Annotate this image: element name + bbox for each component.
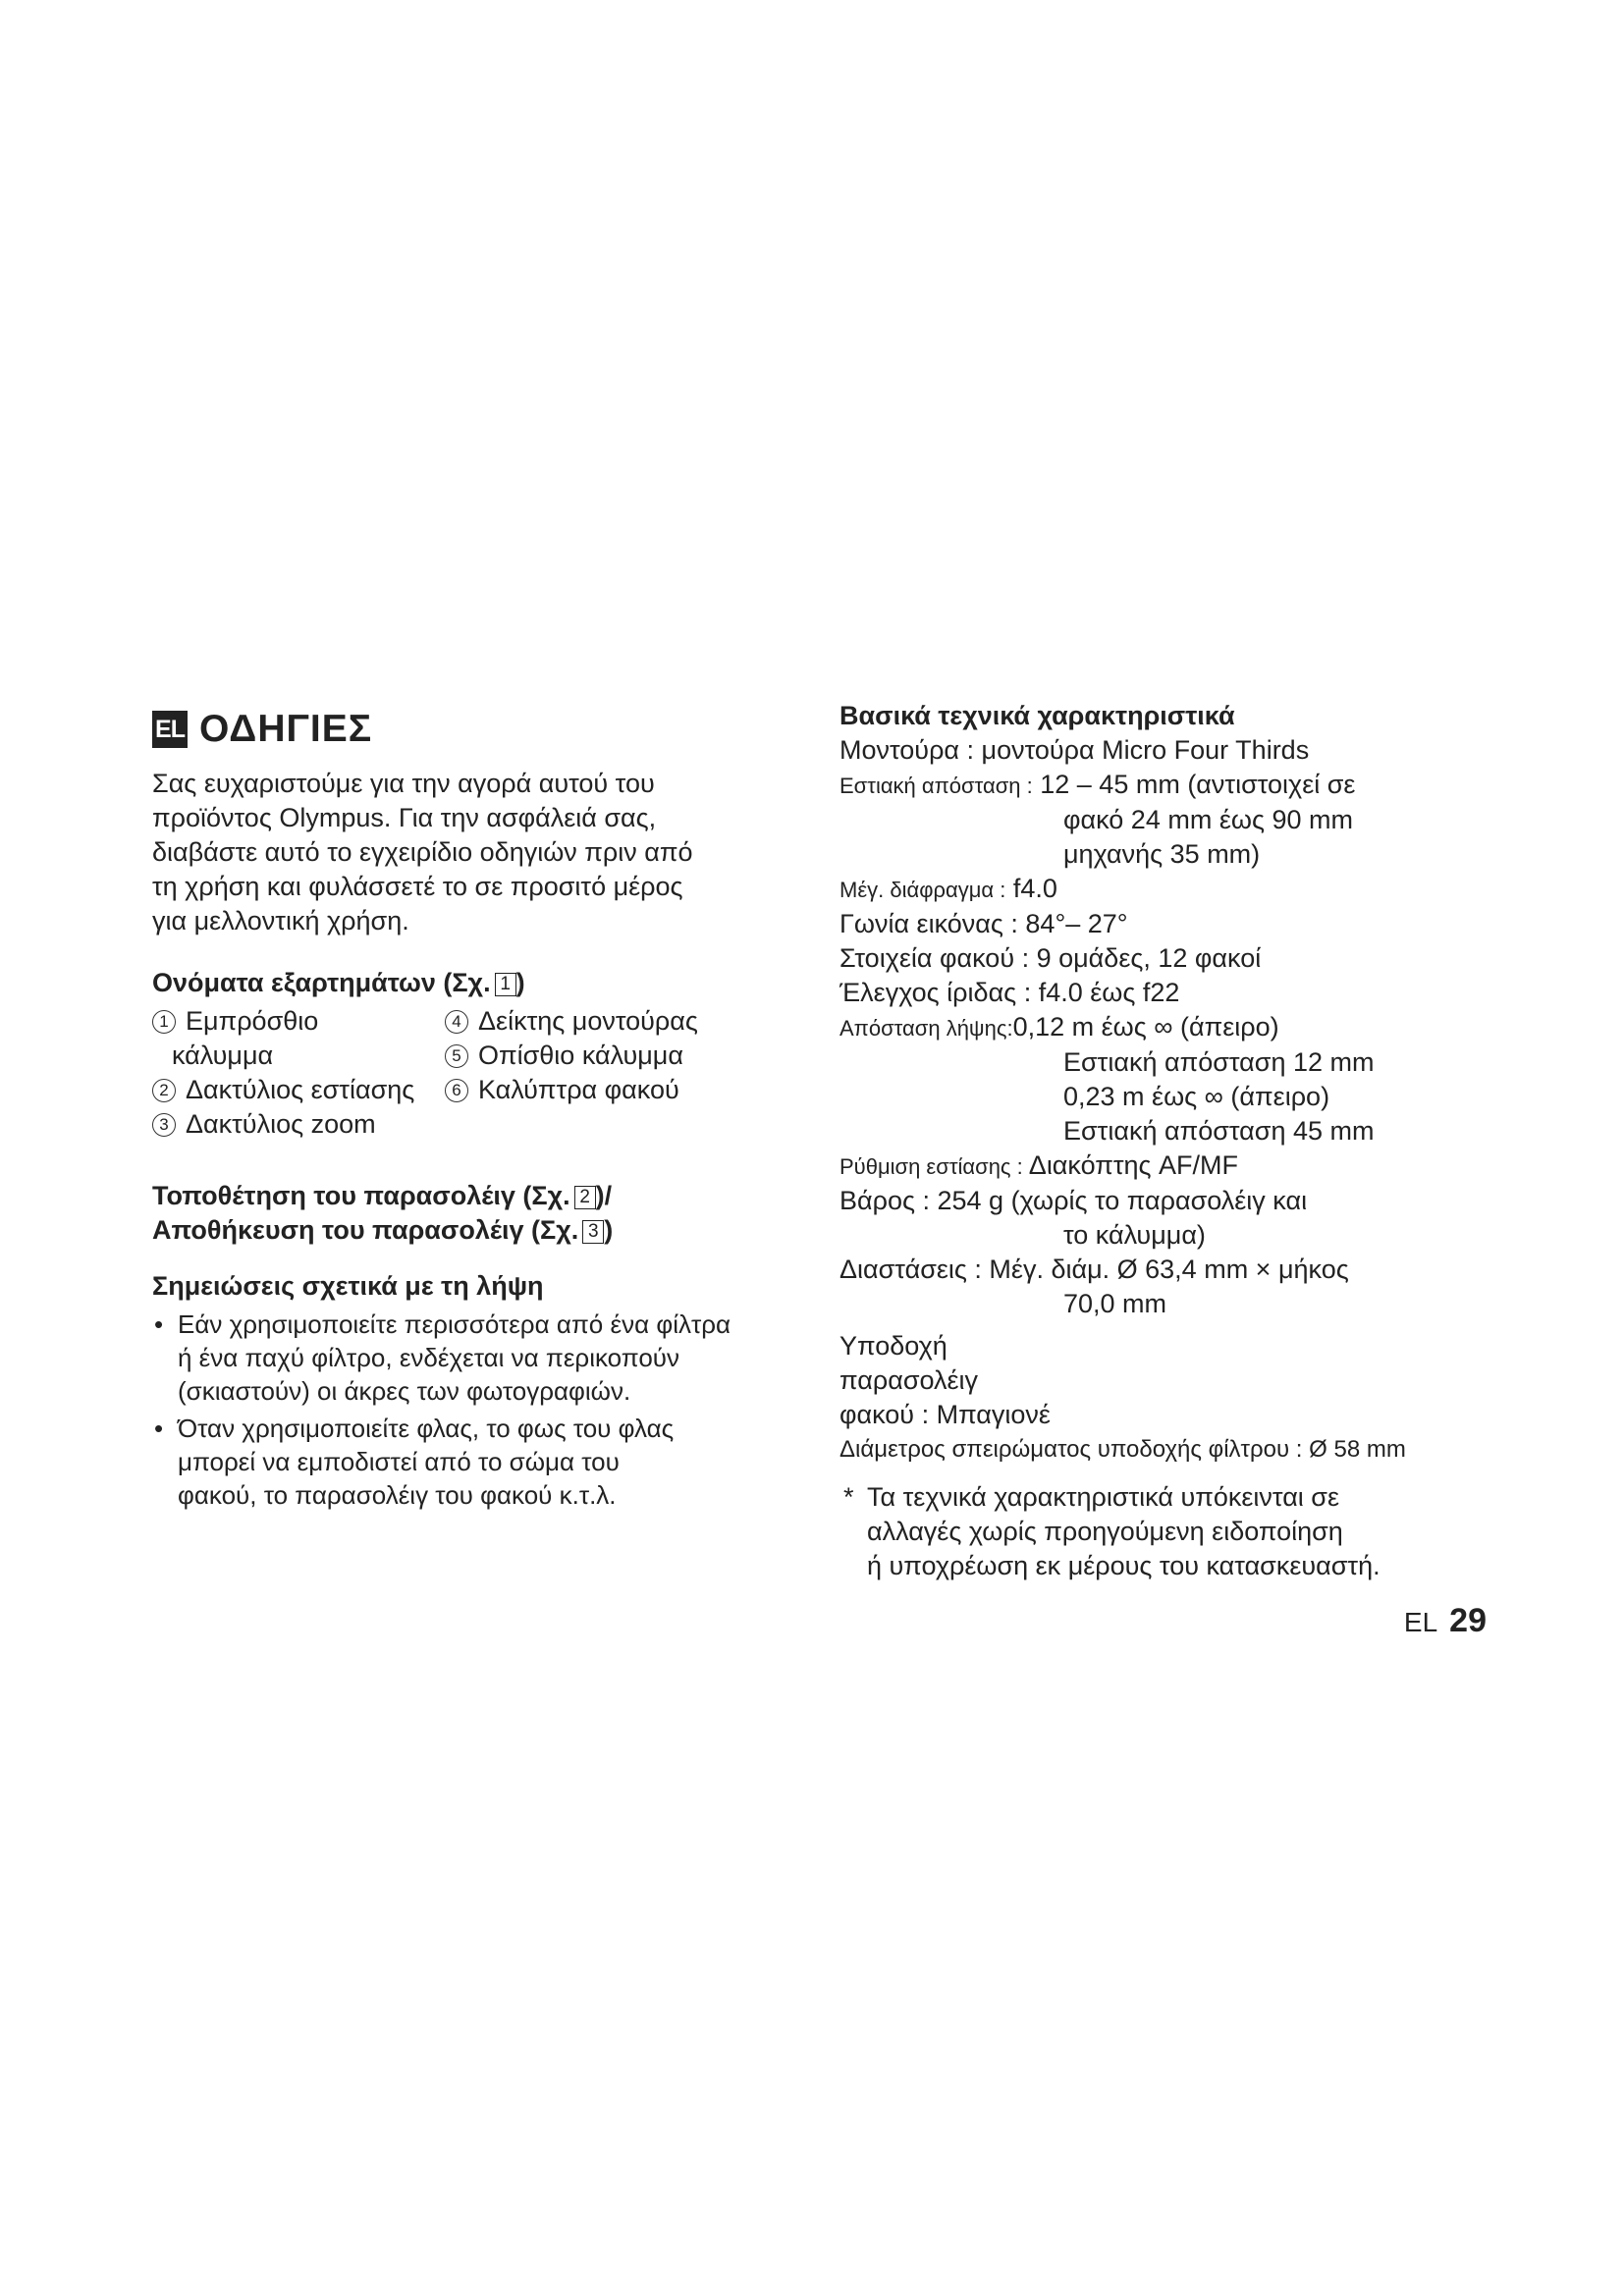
footnote-line: ή υποχρέωση εκ μέρους του κατασκευαστή. (867, 1551, 1380, 1580)
spec-weight: Βάρος : 254 g (χωρίς το παρασολέιγ και (839, 1186, 1308, 1215)
spec-focus: Ρύθμιση εστίασης : Διακόπτης AF/MF (839, 1150, 1239, 1180)
footnote-line: αλλαγές χωρίς προηγούμενη ειδοποίηση (867, 1517, 1343, 1546)
note-line: μπορεί να εμποδιστεί από το σώμα του (178, 1447, 620, 1476)
spec-iris: Έλεγχος ίριδας : f4.0 έως f22 (839, 978, 1180, 1007)
spec-aperture: Μέγ. διάφραγμα : f4.0 (839, 874, 1057, 903)
page-title: ΟΔΗΓΙΕΣ (199, 708, 373, 750)
part-number: 6 (445, 1079, 468, 1102)
note-line: Όταν χρησιμοποιείτε φλας, το φως του φλας (178, 1414, 675, 1443)
spec-hood-mount-cont: φακού : Μπαγιονέ (839, 1400, 1051, 1429)
notes-heading: Σημειώσεις σχετικά με τη λήψη (152, 1271, 544, 1301)
spec-angle: Γωνία εικόνας : 84°– 27° (839, 909, 1128, 938)
title-row (152, 702, 800, 757)
left-column (152, 702, 800, 1512)
note-line: Εάν χρησιμοποιείτε περισσότερα από ένα φίλτρα (178, 1309, 731, 1339)
hood-section (152, 1179, 800, 1248)
specs-heading: Βασικά τεχνικά χαρακτηριστικά (839, 701, 1235, 730)
spec-mount: Μοντούρα : μοντούρα Micro Four Thirds (839, 735, 1310, 765)
part-2: 2 Δακτύλιος εστίασης (152, 1073, 414, 1107)
spec-shooting-cont: Εστιακή απόσταση 45 mm (1063, 1116, 1375, 1146)
notes-list (152, 1308, 800, 1512)
spec-focal: Εστιακή απόσταση : 12 – 45 mm (αντιστοιχεί σε (839, 770, 1356, 799)
part-number: 5 (445, 1044, 468, 1068)
spec-dimensions: Διαστάσεις : Μέγ. διάμ. Ø 63,4 mm × μήκος (839, 1255, 1349, 1284)
page-footer (1404, 1602, 1487, 1640)
specs-footnote (839, 1480, 1488, 1583)
page-number: 29 (1449, 1602, 1487, 1639)
spec-filter: Διάμετρος σπειρώματος υποδοχής φίλτρου : Ø 58 mm (839, 1436, 1406, 1463)
right-column (839, 699, 1488, 1583)
bullet-icon: • (154, 1414, 164, 1443)
note-line: (σκιαστούν) οι άκρες των φωτογραφιών. (178, 1376, 631, 1406)
part-5: 5 Οπίσθιο κάλυμμα (445, 1039, 683, 1073)
asterisk-icon: * (843, 1482, 854, 1512)
spec-shooting-distance: Απόσταση λήψης:0,12 m έως ∞ (άπειρο) (839, 1012, 1279, 1041)
spec-focal-cont: μηχανής 35 mm) (1063, 839, 1261, 869)
spec-hood-mount-cont: παρασολέιγ (839, 1365, 979, 1395)
spec-hood-mount: Υποδοχή (839, 1331, 947, 1361)
figure-ref-1: 1 (495, 973, 516, 996)
note-line: ή ένα παχύ φίλτρο, ενδέχεται να περικοπούν (178, 1343, 680, 1372)
part-4: 4 Δείκτης μοντούρας (445, 1004, 698, 1039)
part-number: 4 (445, 1010, 468, 1034)
notes-section (152, 1269, 800, 1512)
parts-list (152, 1004, 800, 1151)
intro-line: διαβάστε αυτό το εγχειρίδιο οδηγιών πριν από (152, 837, 693, 867)
footer-language: EL (1403, 1607, 1438, 1637)
spec-dimensions-cont: 70,0 mm (1063, 1289, 1167, 1318)
language-badge: EL (152, 711, 188, 748)
bullet-icon: • (154, 1309, 164, 1339)
spec-shooting-cont: Εστιακή απόσταση 12 mm (1063, 1047, 1375, 1077)
parts-section (152, 966, 800, 1151)
intro-paragraph (152, 767, 800, 938)
intro-line: προϊόντος Olympus. Για την ασφάλειά σας, (152, 803, 657, 832)
part-number: 3 (152, 1113, 176, 1137)
footnote-line: Τα τεχνικά χαρακτηριστικά υπόκεινται σε (867, 1482, 1340, 1512)
part-6: 6 Καλύπτρα φακού (445, 1073, 679, 1107)
part-number: 1 (152, 1010, 176, 1034)
parts-heading: Ονόματα εξαρτημάτων (Σχ. 1 ) (152, 968, 525, 997)
intro-line: τη χρήση και φυλάσσετέ το σε προσιτό μέρος (152, 872, 683, 901)
spec-focal-cont: φακό 24 mm έως 90 mm (1063, 805, 1353, 834)
part-3: 3 Δακτύλιος zoom (152, 1107, 376, 1142)
figure-ref-3: 3 (582, 1220, 604, 1244)
note-item (152, 1308, 800, 1408)
intro-line: Σας ευχαριστούμε για την αγορά αυτού του (152, 769, 655, 798)
part-1: 1 Εμπρόσθιο (152, 1004, 318, 1039)
part-number: 2 (152, 1079, 176, 1102)
intro-line: για μελλοντική χρήση. (152, 906, 409, 935)
note-line: φακού, το παρασολέιγ του φακού κ.τ.λ. (178, 1480, 617, 1510)
hood-heading-store: Αποθήκευση του παρασολέιγ (Σχ. 3 ) (152, 1215, 614, 1245)
spec-elements: Στοιχεία φακού : 9 ομάδες, 12 φακοί (839, 943, 1262, 973)
spec-weight-cont: το κάλυμμα) (1063, 1220, 1206, 1250)
figure-ref-2: 2 (574, 1186, 596, 1209)
hood-heading-attach: Τοποθέτηση του παρασολέιγ (Σχ. 2 )/ (152, 1181, 613, 1210)
part-1-cont: κάλυμμα (172, 1041, 274, 1070)
note-item (152, 1412, 800, 1512)
spec-shooting-cont: 0,23 m έως ∞ (άπειρο) (1063, 1082, 1330, 1111)
